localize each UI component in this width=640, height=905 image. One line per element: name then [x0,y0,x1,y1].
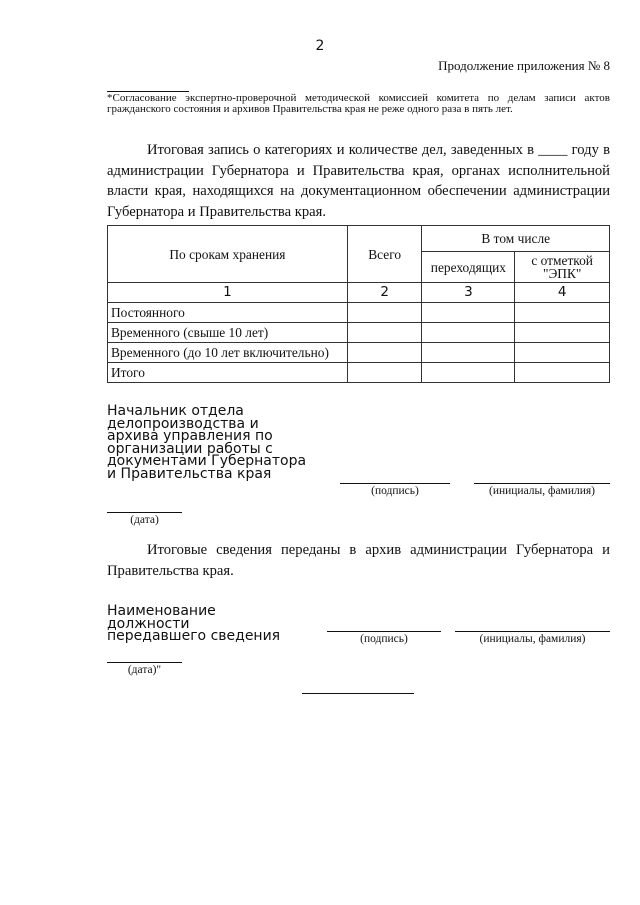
storage-table [107,225,610,383]
row-label: Постоянного [108,303,348,323]
date-line-2 [107,662,182,663]
header-total: Всего [347,226,422,283]
column-number: 4 [515,283,610,303]
header-transitional: переходящих [422,252,515,283]
table-cell[interactable] [515,323,610,343]
table-row [108,303,610,323]
table-cell[interactable] [422,363,515,383]
column-number: 3 [422,283,515,303]
end-rule [302,693,414,694]
name-caption-1: (инициалы, фамилия) [488,485,596,497]
column-number-row [108,283,610,303]
header-with-mark: с отметкой "ЭПК" [515,252,610,283]
page-number: 2 [315,38,325,54]
row-label: Временного (до 10 лет включительно) [108,343,348,363]
signature-line-2 [327,631,441,632]
row-label: Временного (свыше 10 лет) [108,323,348,343]
date-caption-1: (дата) [130,514,159,526]
table-cell[interactable] [347,303,422,323]
transfer-paragraph: Итоговые сведения переданы в архив администрации Губернатора и Правительства края. [107,542,610,579]
signature-caption-1: (подпись) [371,485,419,497]
table-cell[interactable] [422,303,515,323]
table-cell[interactable] [347,343,422,363]
table-cell[interactable] [422,323,515,343]
table-row [108,323,610,343]
position-title-2: Наименование должности передавшего сведения [107,603,281,644]
table-cell[interactable] [422,343,515,363]
signature-caption-2: (подпись) [360,633,408,645]
table-header-row [108,226,610,252]
date-line-1 [107,512,182,513]
appendix-continuation: Продолжение приложения № 8 [438,58,610,73]
name-line-1 [474,483,610,484]
table-cell[interactable] [515,343,610,363]
table-cell[interactable] [347,323,422,343]
header-including: В том числе [422,226,610,252]
header-by-storage: По срокам хранения [108,226,348,283]
table-row [108,363,610,383]
intro-paragraph: Итоговая запись о категориях и количестве дел, заведенных в ____ году в администрации Губернатора и Правительства края, органах исполнительной власти края, находящихся на документационном обеспечении администрации Губернатора и Правительства края. [107,142,610,220]
table-cell[interactable] [515,363,610,383]
table-cell[interactable] [515,303,610,323]
table-cell[interactable] [347,363,422,383]
footnote: *Согласование экспертно-проверочной методической комиссией комитета по делам записи актов гражданского состояния и архивов Правительства края не реже одного раза в пять лет. [107,92,610,115]
column-number: 1 [108,283,348,303]
name-line-2 [455,631,610,632]
signature-line-1 [340,483,450,484]
column-number: 2 [347,283,422,303]
date-caption-2: (дата)" [127,664,162,676]
name-caption-2: (инициалы, фамилия) [479,633,586,645]
table-row [108,343,610,363]
row-label: Итого [108,363,348,383]
position-title-1: Начальник отдела делопроизводства и архива управления по организации работы с документами Губернатора и Правительства края [107,403,307,482]
